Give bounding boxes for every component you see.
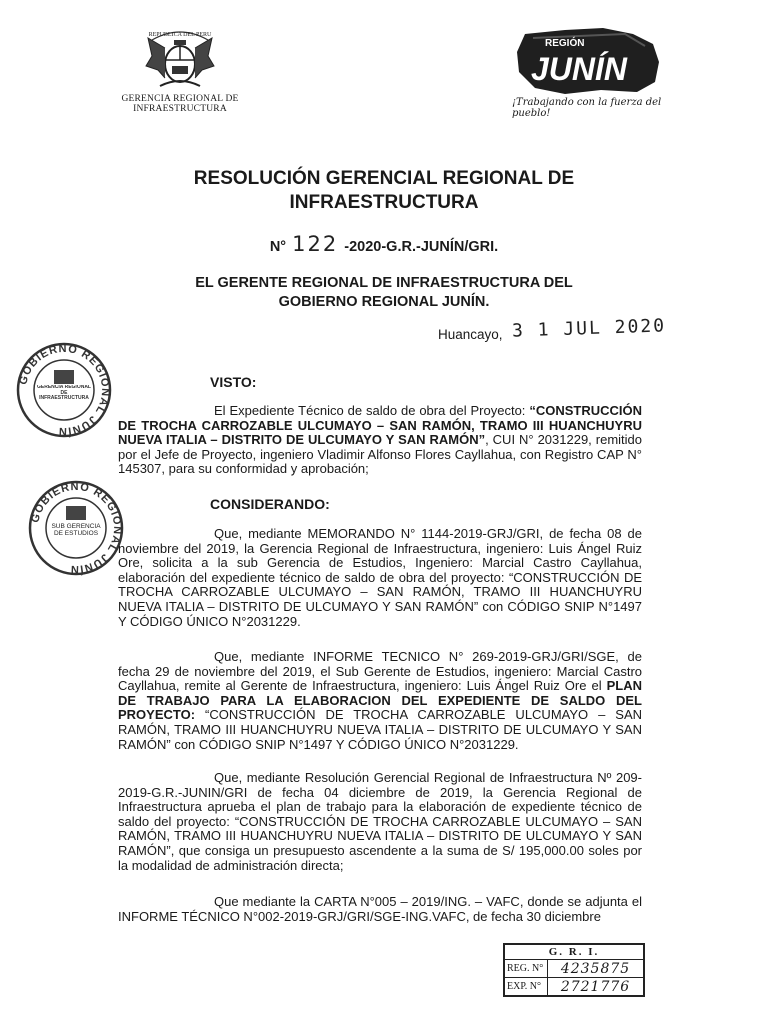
considerando-paragraph-1: Que, mediante MEMORANDO N° 1144-2019-GRJ/GRI, de fecha 08 de noviembre del 2019, la Gerencia Regional de Infraestructura, ingeniero: Luis Ángel Ruiz Ore, solicita a la sub Gerencia de Estudios, Ingeniero: Marcial Castro Cayllahua, elaboración del expediente técnico de saldo de obra del proyecto: “CONSTRUCCIÓN DE TROCHA CARROZABLE ULCUMAYO – SAN RAMÓN, TRAMO III HUANCHUYRU NUEVA ITALIA – DISTRITO DE ULCUMAYO Y SAN RAMÓN” con CÓDIGO SNIP N°1497 Y CÓDIGO ÚNICO N°2031229. <box>118 526 642 629</box>
region-junin-logo <box>505 26 665 98</box>
visto-text-a: El Expediente Técnico de saldo de obra del Proyecto: <box>214 403 530 418</box>
reg-label: REG. N° <box>505 960 548 977</box>
considerando-paragraph-4: Que mediante la CARTA N°005 – 2019/ING. – VAFC, donde se adjunta el INFORME TÉCNICO N°002-2019-GRJ/GRI/SGE-ING.VAFC, de fecha 30 diciembre <box>118 894 642 924</box>
issuer-line2: GOBIERNO REGIONAL JUNÍN. <box>278 294 490 310</box>
date-stamp: 3 1 JUL 2020 <box>511 315 667 342</box>
registration-header: G. R. I. <box>505 945 643 960</box>
gobierno-regional-seal <box>14 340 114 440</box>
crest-caption: GERENCIA REGIONAL DE INFRAESTRUCTURA <box>121 94 239 114</box>
seal2-center-text: SUB GERENCIA DE ESTUDIOS <box>51 523 101 537</box>
slogan: ¡Trabajando con la fuerza del pueblo! <box>512 97 662 119</box>
registration-row-reg <box>505 960 643 978</box>
resolution-prefix: N° <box>269 239 287 255</box>
resolution-number <box>0 232 768 256</box>
visto-project-name: “CONSTRUCCIÓN DE TROCHA CARROZABLE ULCUMAYO – SAN RAMÓN, TRAMO III HUANCHUYRU NUEVA ITALIA – DISTRITO DE ULCUMAYO Y SAN RAMÓN” <box>118 403 642 448</box>
resolution-handwritten-number: 122 <box>292 232 339 256</box>
resolution-suffix: -2020-G.R.-JUNÍN/GRI. <box>344 239 499 255</box>
p2-plan-title: PLAN DE TRABAJO PARA LA ELABORACION DEL EXPEDIENTE DE SALDO DEL PROYECTO: <box>118 678 642 723</box>
visto-heading: VISTO: <box>210 374 257 390</box>
document-title-line1: RESOLUCIÓN GERENCIAL REGIONAL DE <box>193 168 575 189</box>
visto-paragraph <box>118 404 642 477</box>
seal2-ring-text: GOBIERNO REGIONAL JUNÍN <box>29 480 124 576</box>
logo-junin-text: JUNÍN <box>531 51 628 87</box>
exp-label: EXP. N° <box>505 978 548 995</box>
sub-gerencia-estudios-seal <box>26 478 126 578</box>
logo-region-text: REGIÓN <box>545 38 585 49</box>
p2-text-c: “CONSTRUCCIÓN DE TROCHA CARROZABLE ULCUMAYO – SAN RAMÓN, TRAMO III HUANCHUYRU NUEVA ITALIA – DISTRITO DE ULCUMAYO Y SAN RAMÓN” con CÓDIGO SNIP N°1497 Y CÓDIGO ÚNICO N°2031229. <box>118 707 642 752</box>
registration-row-exp <box>505 978 643 995</box>
considerando-heading: CONSIDERANDO: <box>210 496 330 512</box>
peru-coat-of-arms-logo <box>138 26 222 94</box>
registration-box <box>503 943 645 997</box>
considerando-paragraph-2 <box>118 650 642 752</box>
considerando-paragraph-3: Que, mediante Resolución Gerencial Regional de Infraestructura Nº 209-2019-G.R.-JUNIN/GRI de fecha 04 diciembre de 2019, la Gerencia Regional de Infraestructura aprueba el plan de trabajo para la elaboración de expediente técnico de saldo del proyecto: “CONSTRUCCIÓN DE TROCHA CARROZABLE ULCUMAYO – SAN RAMÓN, TRAMO III HUANCHUYRU NUEVA ITALIA – DISTRITO DE ULCUMAYO Y SAN RAMÓN”, que consiga un presupuesto ascendente a la suma de S/ 195,000.00 soles por la modalidad de administración directa; <box>118 770 642 873</box>
crest-ribbon-text: REPUBLICA DEL PERU <box>148 32 212 38</box>
reg-value: 4235875 <box>560 960 631 977</box>
seal1-center-text: GERENCIA REGIONAL DE INFRAESTRUCTURA <box>37 385 91 401</box>
seal1-ring-text: GOBIERNO REGIONAL JUNÍN <box>17 342 112 438</box>
issuer-line1: EL GERENTE REGIONAL DE INFRAESTRUCTURA DEL <box>195 275 573 291</box>
place-label: Huancayo, <box>438 327 503 342</box>
document-title-line2: INFRAESTRUCTURA <box>289 192 479 213</box>
visto-text-c: , CUI N° 2031229, remitido por el Jefe de Proyecto, ingeniero Vladimir Alfonso Flores Cayllahua, con Registro CAP N° 145307, para su conformidad y aprobación; <box>118 432 642 477</box>
p2-text-a: Que, mediante INFORME TECNICO N° 269-2019-GRJ/GRI/SGE, de fecha 29 de noviembre del 2019, el Sub Gerente de Estudios, ingeniero: Marcial Castro Cayllahua, remite al Gerente de Infraestructura, ingeniero: Luis Ángel Ruiz Ore el <box>118 649 642 694</box>
exp-value: 2721776 <box>560 978 631 995</box>
